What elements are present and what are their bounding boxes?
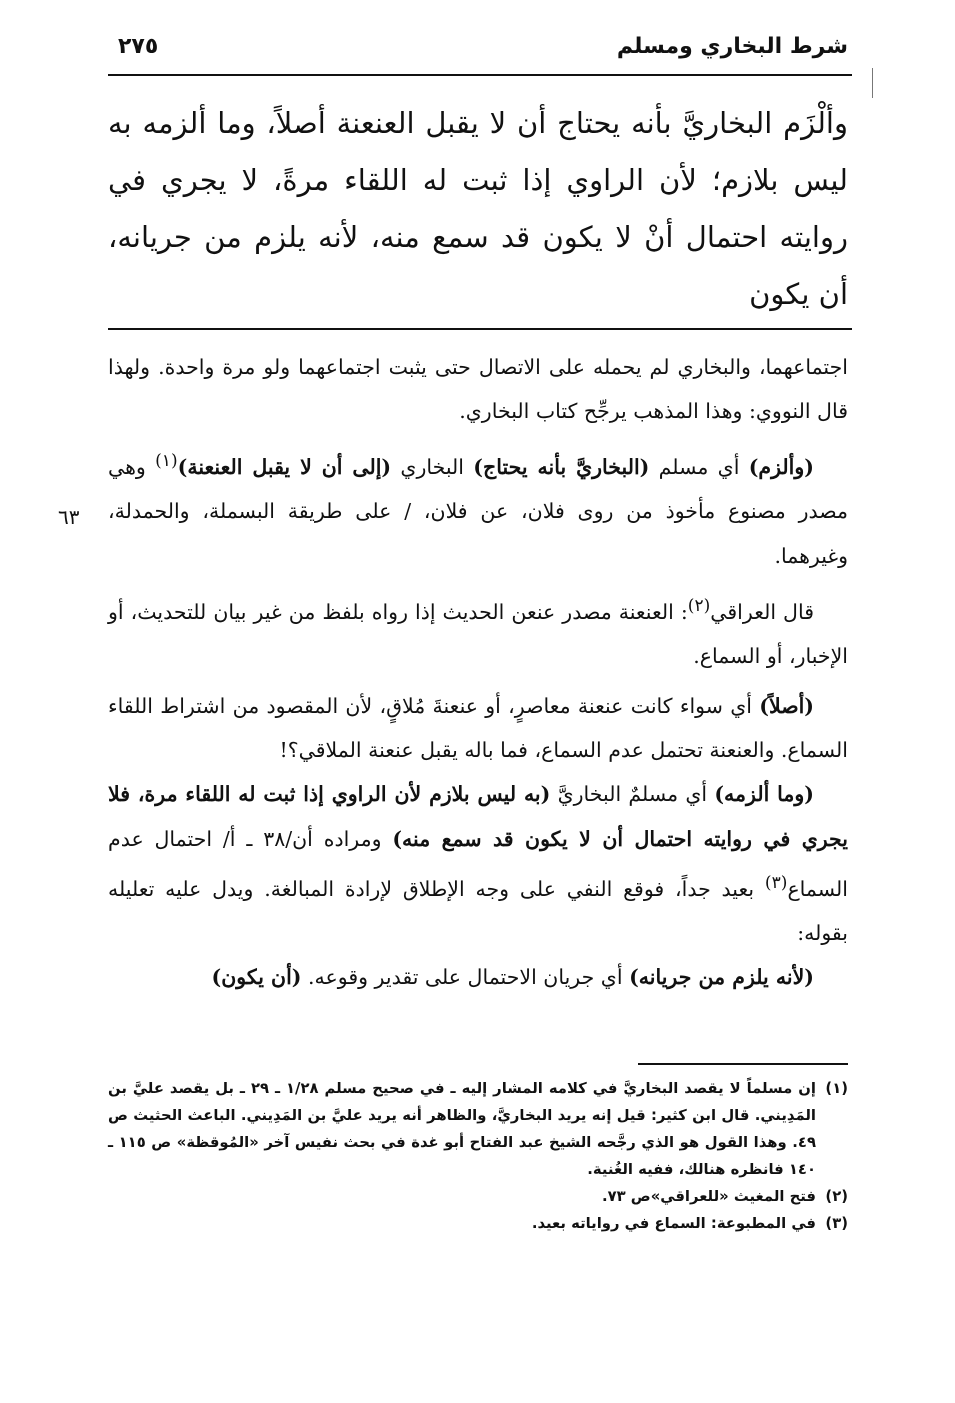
commentary-paragraph-4 — [108, 684, 848, 772]
footnote-ref-2: (٢) — [687, 595, 711, 616]
manuscript-folio-marker: ٦٣ — [58, 505, 80, 529]
quoted-phrase: (إلى أن لا يقبل العنعنة) — [177, 455, 392, 480]
commentary — [108, 345, 848, 999]
quoted-phrase: (وما ألزمه) — [714, 782, 814, 807]
quoted-phrase: (وألزم) — [748, 455, 814, 480]
commentary-paragraph-3 — [108, 584, 848, 678]
commentary-text: اجتماعهما، والبخاري لم يحمله على الاتصال حتى يثبت اجتماعهما ولو مرة واحدة. ولهذا قال النووي: وهذا المذهب يرجِّح كتاب البخاري. — [108, 355, 848, 424]
footnote-ref-3: (٣) — [764, 872, 788, 893]
main-text: وألْزَم البخاريَّ بأنه يحتاج أن لا يقبل العنعنة أصلاً، وما ألزمه به ليس بلازم؛ لأن الراوي إذا ثبت له اللقاء مرةً، لا يجري في روايته احتمال أنْ لا يكون قد سمع منه، لأنه يلزم من جريانه، أن يكون — [108, 106, 848, 311]
footnote-text: فتح المغيث «للعراقي»ص ٧٣. — [601, 1188, 816, 1205]
commentary-text: : العنعنة مصدر عنعن الحديث إذا رواه بلفظ من غير بيان للتحديث، أو الإخبار، أو السماع. — [108, 599, 848, 668]
quoted-phrase: (به ليس بلازم لأن الراوي إذا ثبت له اللقاء مرة، فلا يجري في روايته احتمال أن لا يكون قد سمع منه) — [108, 782, 848, 851]
commentary-paragraph-1 — [108, 345, 848, 433]
main-text-divider — [108, 328, 852, 330]
commentary-text: أي سواء كانت عنعنة معاصرٍ، أو عنعنةَ مُلاقٍ، لأن المقصود من اشتراط اللقاء السماع. والعنعنة تحتمل عدم السماع، فما باله يقبل عنعنة الملاقي؟! — [108, 694, 848, 763]
running-header-title: شرط البخاري ومسلم — [616, 34, 848, 59]
commentary-text: أي مسلمٌ البخاريَّ — [550, 782, 715, 807]
footnote-item — [108, 1183, 848, 1210]
commentary-text: وهي مصدر مصنوع مأخوذ من روى فلان، عن فلان، / على طريقة البسملة، والحمدلة، وغيرهما. — [108, 455, 848, 568]
commentary-text: بعيد جداً، فوقع النفي على وجه الإطلاق لإرادة المبالغة. ويدل عليه تعليله بقوله: — [108, 876, 848, 945]
footnote-item — [108, 1075, 848, 1183]
footnote-item — [108, 1210, 848, 1237]
commentary-paragraph-6 — [108, 955, 848, 999]
page-edge-mark — [872, 68, 873, 98]
quoted-phrase: (البخاريَّ بأنه يحتاج) — [473, 455, 650, 480]
footnote-ref-1: (١) — [155, 451, 178, 472]
commentary-paragraph-5 — [108, 772, 848, 955]
footnote-text: إن مسلماً لا يقصد البخاريَّ في كلامه المشار إليه ـ في صحيح مسلم ١/٢٨ ـ ٢٩ ـ بل يقصد عليَّ بن المَدِيني. قال ابن كثير: قيل إنه يريد البخاريَّ، والظاهر أنه يريد عليَّ بن المَدِيني. الباعث الحثيث ص ٤٩. وهذا القول هو الذي رجَّحه الشيخ عبد الفتاح أبو غدة في بحث نفيس آخر «المُوقظة» ص ١١٥ ـ ١٤٠ فانظره هنالك، ففيه الغُنية. — [108, 1080, 816, 1178]
footnote-number: (٣) — [825, 1215, 848, 1232]
footnote-number: (١) — [825, 1080, 848, 1097]
footnote-number: (٢) — [825, 1188, 848, 1205]
header-rule — [108, 74, 852, 76]
footnote-rule — [638, 1063, 848, 1065]
commentary-text: أي جريان الاحتمال على تقدير وقوعه. — [301, 965, 630, 990]
commentary-text: قال العراقي — [710, 599, 814, 624]
commentary-paragraph-2 — [108, 439, 848, 577]
quoted-phrase: (أن يكون) — [211, 965, 302, 990]
footnote-text: في المطبوعة: السماع في رواياته بعيد. — [531, 1215, 816, 1232]
quoted-phrase: (لأنه يلزم من جريانه) — [629, 965, 814, 990]
commentary-text: أي مسلم — [649, 455, 749, 480]
footnotes — [108, 1075, 848, 1237]
quoted-phrase: (أصلاً) — [759, 694, 814, 719]
commentary-text: البخاري — [391, 455, 474, 480]
page-number: ٢٧٥ — [118, 34, 159, 59]
commentary-text: ومراده أن/٣٨ ـ أ/ احتمال عدم السماع — [108, 826, 848, 901]
